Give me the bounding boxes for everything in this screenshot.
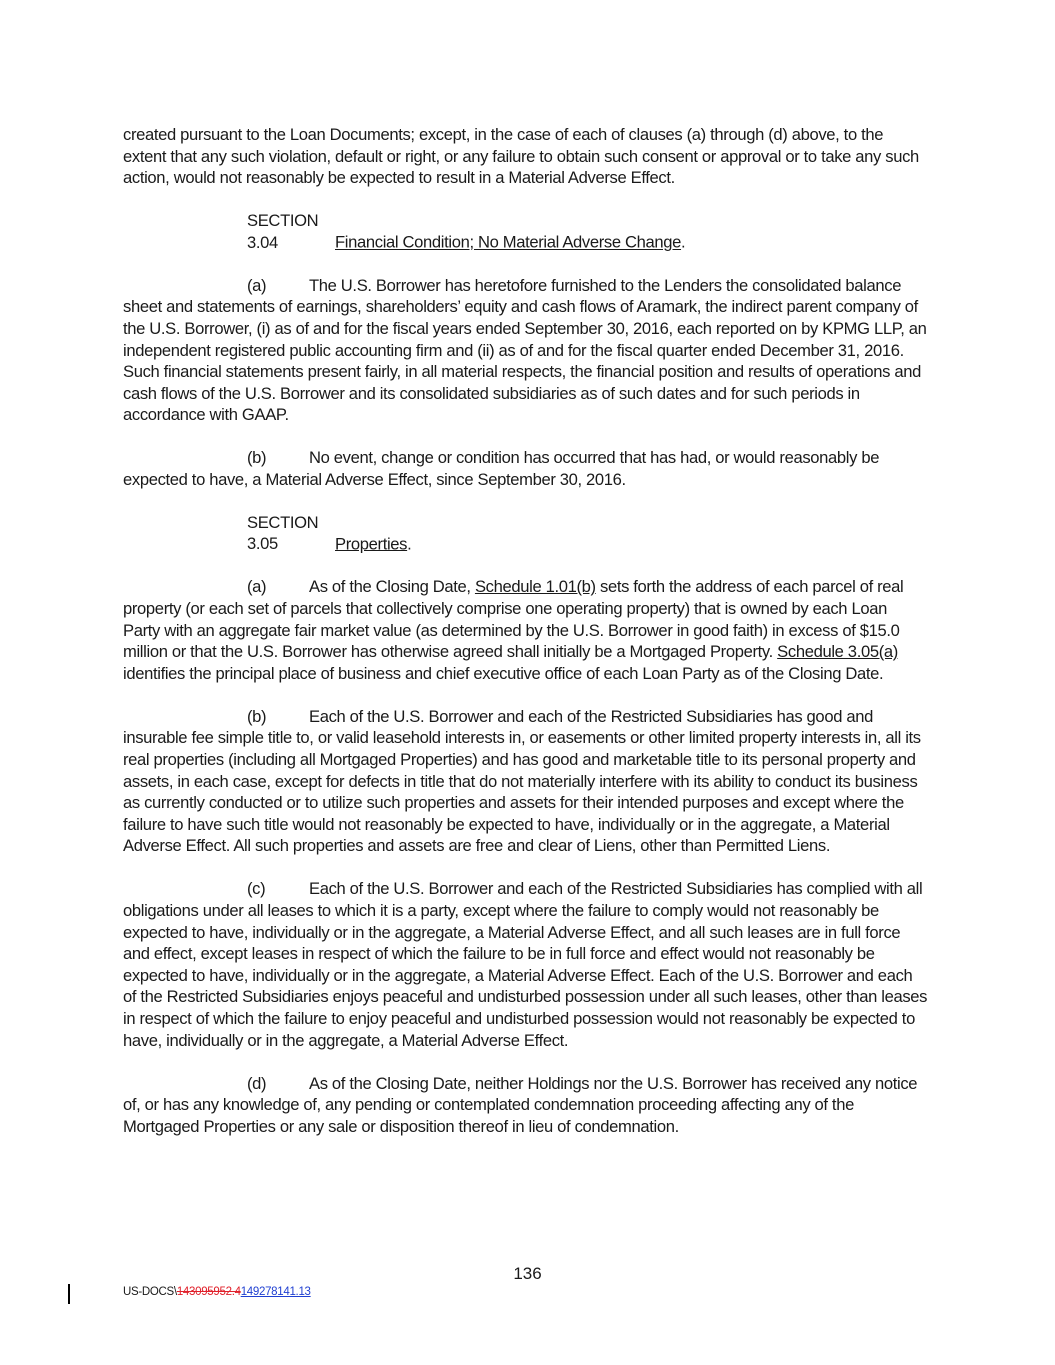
doc-id-inserted: 149278141.13 [240,1286,311,1298]
clause-label: (c) [247,879,266,899]
clause-text: The U.S. Borrower has heretofore furnished to the Lenders the consolidated balance sheet and statements of earnings, shareholders’ equity and cash flows of Aramark, the indirect parent company of the U.S. Borrower, (i) as of and for the fiscal years ended September 30, 2016, each reported on by KPMG LLP, an independent registered public accounting firm and (ii) as of and for the fiscal quarter ended December 31, 2016. Such financial statements present fairly, in all material respects, the financial position and results of operations and cash flows of the U.S. Borrower and its consolidated subsidiaries as of such dates and for such periods in accordance with GAAP. [123,275,927,425]
schedule-reference-3-05a: Schedule 3.05(a) [777,642,898,662]
clause-label: (a) [247,577,267,597]
intro-paragraph: created pursuant to the Loan Documents; except, in the case of each of clauses (a) through (d) above, to the extent that any such violation, default or right, or any failure to obtain such consent or approval or to take any such action, would not reasonably be expected to result in a Material Adverse Effect. [123,125,919,188]
clause-text: As of the Closing Date, neither Holdings nor the U.S. Borrower has received any notice of, or has any knowledge of, any pending or contemplated condemnation proceeding affecting any of the Mortgaged Properties or any sale or disposition thereof in lieu of condemnation. [123,1073,918,1136]
page-number: 136 [513,1264,542,1283]
document-id-footer [123,1286,311,1298]
section-3-04-b [123,447,928,490]
section-3-05-a [123,576,928,684]
section-title: Properties [335,534,408,554]
revision-change-bar [68,1284,70,1304]
section-title: Financial Condition; No Material Adverse Change [335,232,682,252]
clause-text: Each of the U.S. Borrower and each of the Restricted Subsidiaries has good and insurable fee simple title to, or valid leasehold interests in, or easements or other limited property interests in, all its real properties (including all Mortgaged Properties) and has good and marketable title to its personal property and assets, in each case, except for defects in title that do not materially interfere with its ability to conduct its business as currently conducted or to utilize such properties and assets for their intended purposes and except where the failure to have such title would not reasonably be expected to have, individually or in the aggregate, a Material Adverse Effect. All such properties and assets are free and clear of Liens, other than Permitted Liens. [123,706,921,856]
section-3-05-b [123,706,928,857]
section-3-05-d [123,1073,928,1138]
clause-label: (b) [247,706,267,726]
clause-label: (d) [247,1073,267,1093]
clause-text: Each of the U.S. Borrower and each of the Restricted Subsidiaries has complied with all obligations under all leases to which it is a party, except where the failure to comply would not reasonably be expected to have, individually or in the aggregate, a Material Adverse Effect, and all such leases are in full force and effect, except leases in respect of which the failure to be in full force and effect would not reasonably be expected to have, individually or in the aggregate, a Material Adverse Effect. Each of the U.S. Borrower and each of the Restricted Subsidiaries enjoys peaceful and undisturbed possession under all such leases, other than leases in respect of which the failure to enjoy peaceful and undisturbed possession would not reasonably be expected to have, individually or in the aggregate, a Material Adverse Effect. [123,879,928,1050]
document-body [123,124,928,1159]
clause-label: (a) [247,275,267,295]
clause-label: (b) [247,448,267,468]
clause-text-mid: sets forth the address of each parcel of real property (or each set of parcels that collectively comprise one operating property) that is owned by each Loan Party with an aggregate fair market value (as determined by the U.S. Borrower in good faith) in excess of $15.0 million or that the U.S. Borrower has otherwise agreed shall initially be a Mortgaged Property. [123,577,904,662]
section-3-04-heading: SECTION 3.04 Financial Condition; No Material Adverse Change. [247,211,686,252]
clause-text-pre: As of the Closing Date, [309,577,475,597]
section-3-04-a [123,275,928,426]
doc-id-deleted: 143095952.4 [176,1286,241,1298]
doc-id-prefix: US-DOCS\ [123,1286,177,1298]
clause-text-post: identifies the principal place of business and chief executive office of each Loan Party as of the Closing Date. [123,663,884,683]
section-number: SECTION 3.04 [247,211,319,252]
section-number: SECTION 3.05 [247,512,319,554]
schedule-reference-1-01b: Schedule 1.01(b) [474,577,596,597]
section-3-05-c [123,878,928,1051]
section-3-05-heading: SECTION 3.05 Properties. [247,512,412,554]
clause-text: No event, change or condition has occurred that has had, or would reasonably be expected to have, a Material Adverse Effect, since September 30, 2016. [123,448,880,489]
